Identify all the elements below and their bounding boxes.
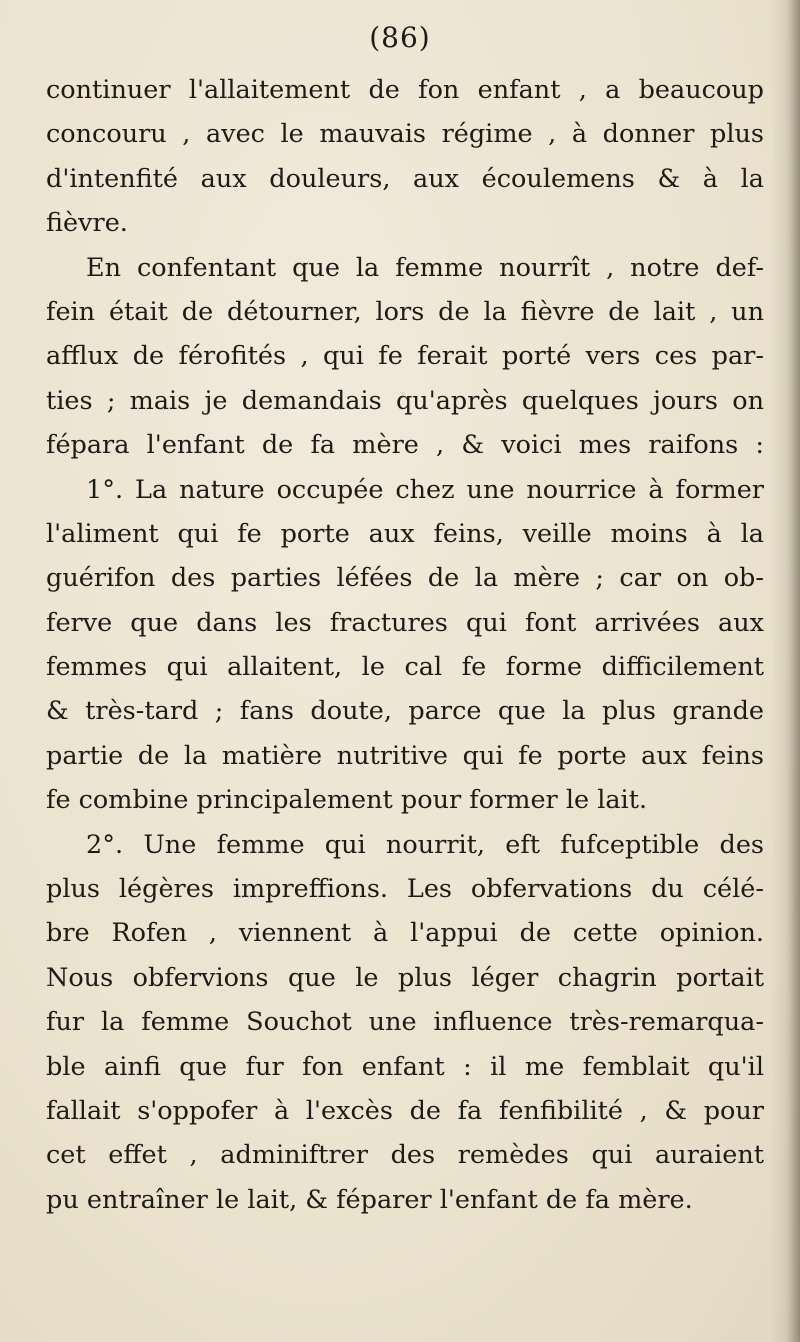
text-line: continuer l'allaitement de fon enfant , a beaucoup xyxy=(46,75,764,105)
body-text xyxy=(46,68,764,1222)
text-line: d'intenfité aux douleurs, aux écoulemens & à la xyxy=(46,163,764,194)
text-line: fièvre. xyxy=(46,208,128,239)
text-line: ties ; mais je demandais qu'après quelques jours on xyxy=(46,385,764,416)
text-line: femmes qui allaitent, le cal fe forme difficilement xyxy=(46,652,764,683)
page-number: (86) xyxy=(369,21,431,54)
text-line: fallait s'oppofer à l'excès de fa fenfibilité , & pour xyxy=(46,1095,764,1126)
text-line: ferve que dans les fractures qui font arrivées aux xyxy=(46,607,764,638)
text-line: ble ainfi que fur fon enfant : il me femblait qu'il xyxy=(46,1051,764,1082)
text-line: En confentant que la femme nourrît , notre def- xyxy=(86,252,764,283)
text-line: plus légères impreffions. Les obfervations du célé- xyxy=(46,874,764,905)
text-line: 1°. La nature occupée chez une nourrice à former xyxy=(86,474,764,505)
text-line: & très-tard ; fans doute, parce que la plus grande xyxy=(46,696,764,727)
text-line: concouru , avec le mauvais régime , à donner plus xyxy=(46,119,764,150)
text-line: pu entraîner le lait, & féparer l'enfant de fa mère. xyxy=(46,1184,693,1215)
text-line: fe combine principalement pour former le lait. xyxy=(46,785,648,816)
text-line: cet effet , adminiftrer des remèdes qui auraient xyxy=(46,1140,764,1171)
text-line: 2°. Une femme qui nourrit, eft fufceptible des xyxy=(86,829,764,860)
text-line: Nous obfervions que le plus léger chagrin portait xyxy=(46,962,764,993)
page-edge-shadow xyxy=(786,0,800,1342)
text-line: afflux de férofités , qui fe ferait porté vers ces par- xyxy=(46,341,764,372)
text-line: bre Rofen , viennent à l'appui de cette opinion. xyxy=(46,918,764,949)
text-line: fépara l'enfant de fa mère , & voici mes raifons : xyxy=(46,430,764,461)
text-line: fur la femme Souchot une influence très-remarqua- xyxy=(46,1007,764,1038)
text-line: fein était de détourner, lors de la fièvre de lait , un xyxy=(46,296,764,327)
text-line: guérifon des parties léfées de la mère ; car on ob- xyxy=(46,563,764,594)
text-line: partie de la matière nutritive qui fe porte aux feins xyxy=(46,740,764,771)
text-line: l'aliment qui fe porte aux feins, veille moins à la xyxy=(46,518,764,549)
